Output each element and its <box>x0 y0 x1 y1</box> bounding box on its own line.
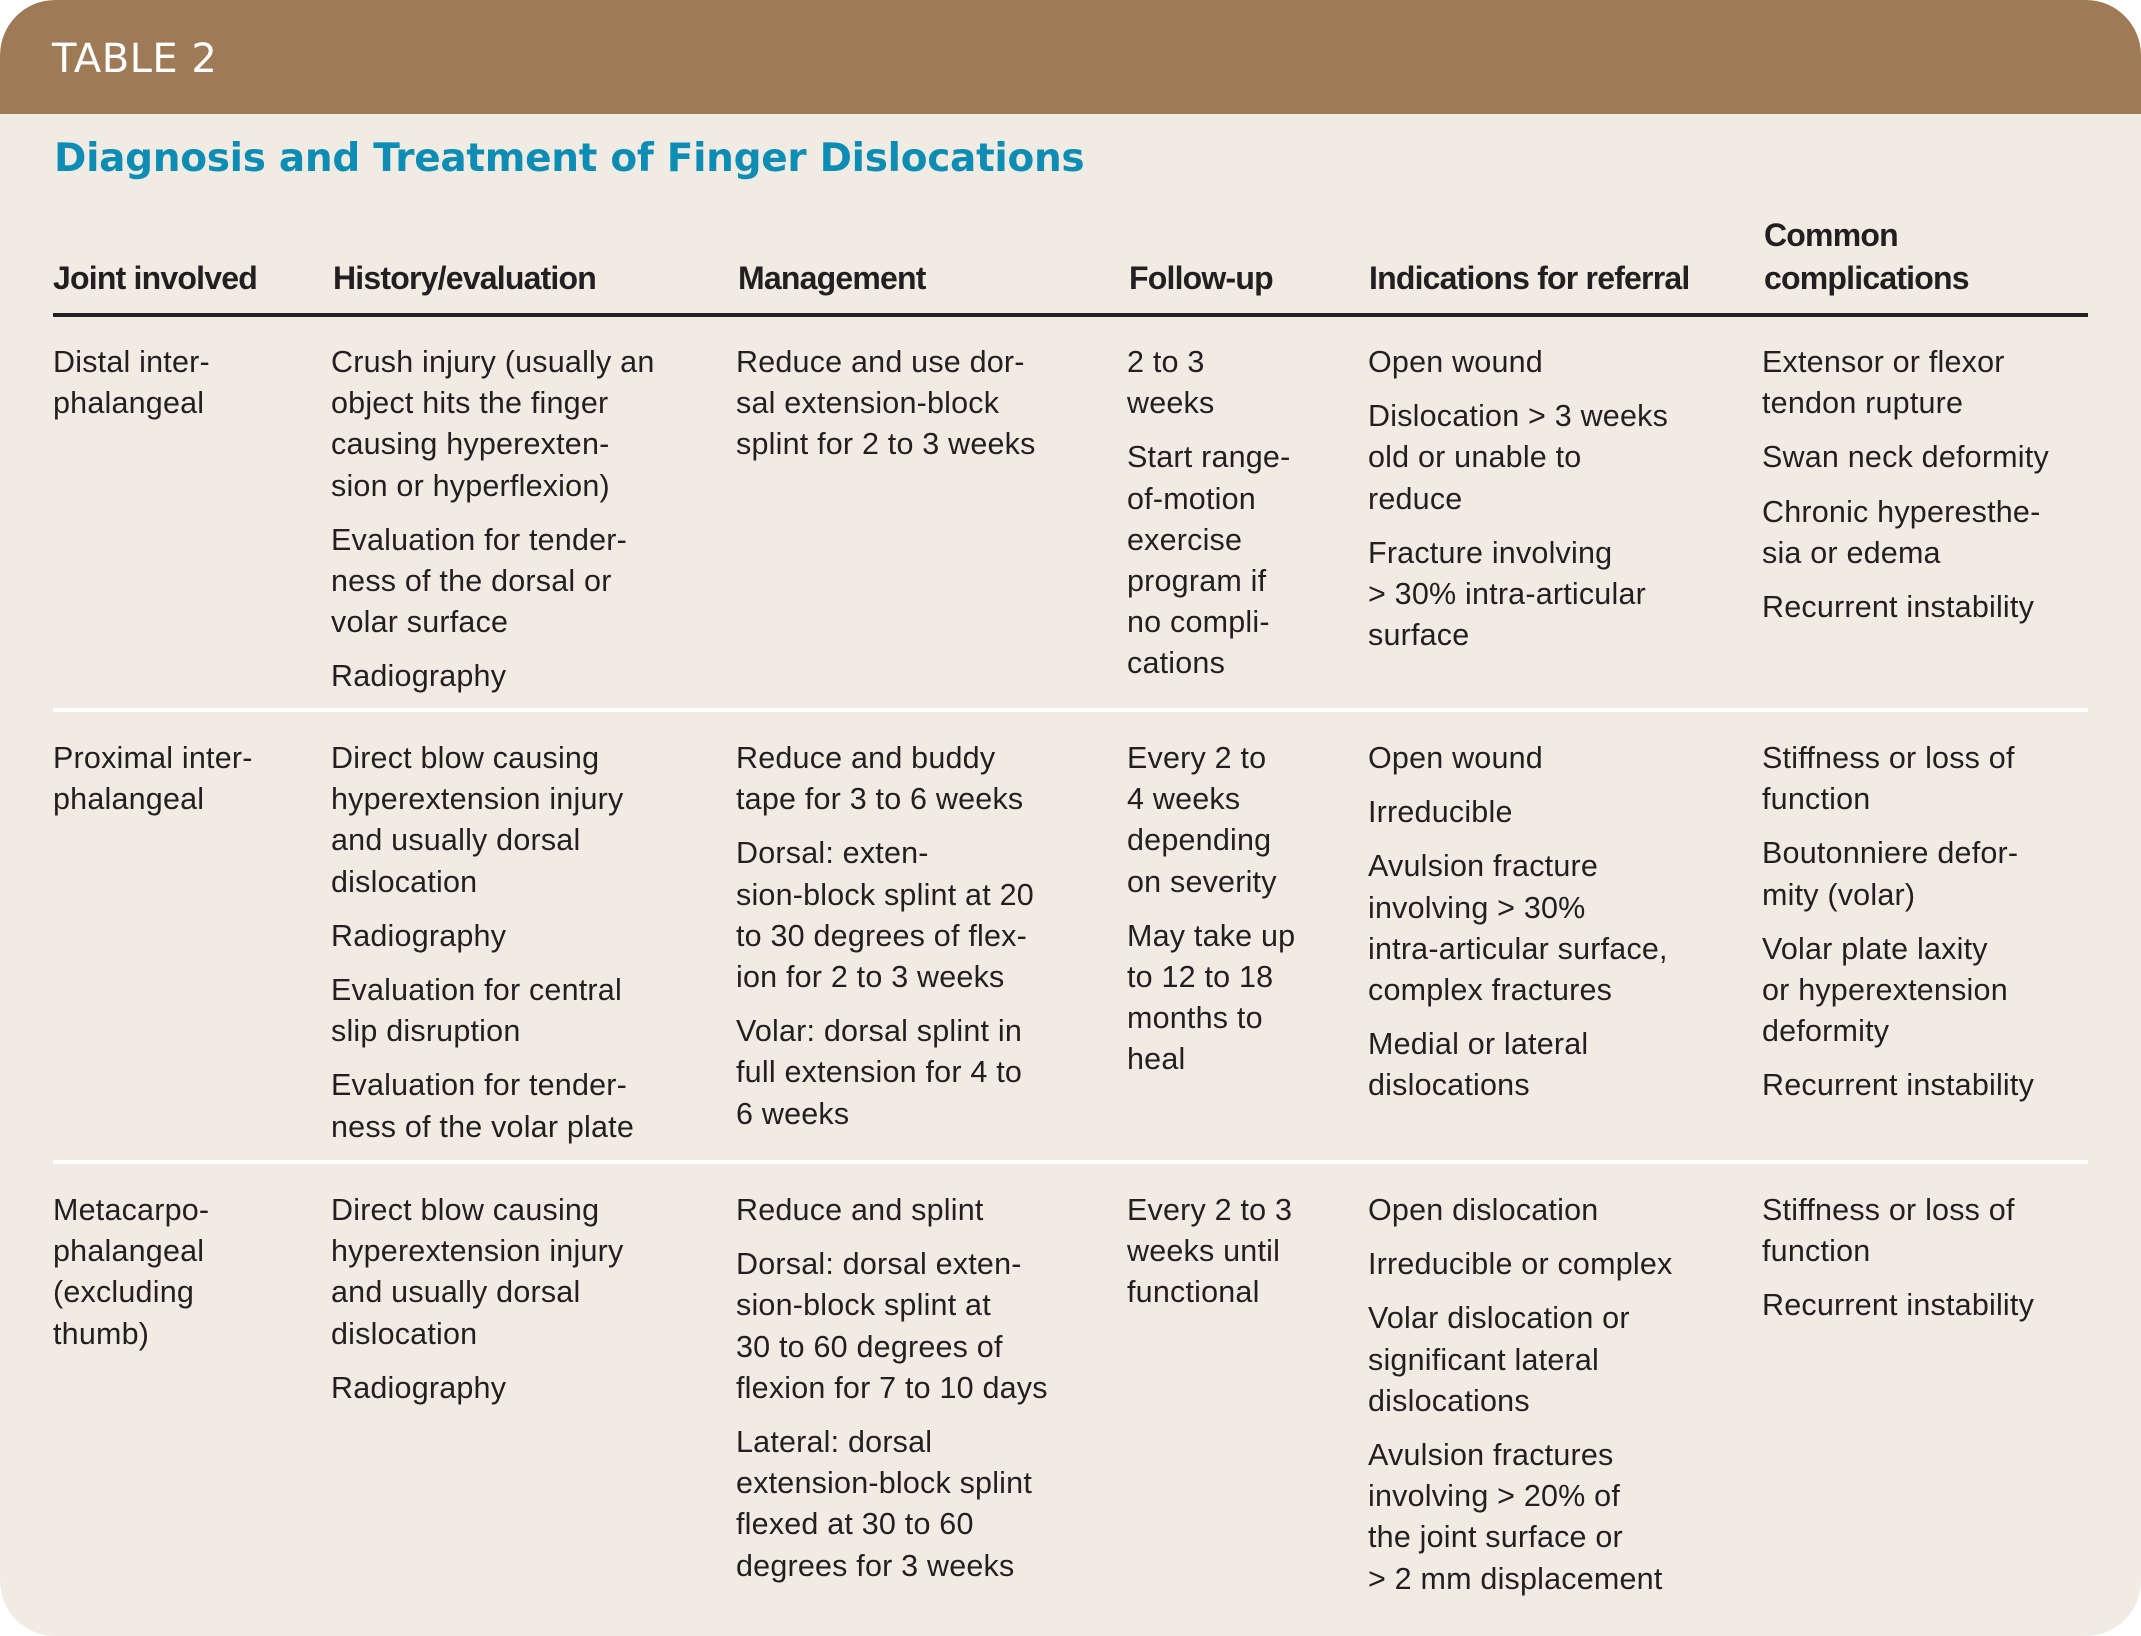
cell-management <box>736 738 1121 1148</box>
cell-item: Distal inter- phalangeal <box>53 345 210 421</box>
cell-item: Direct blow causing hyperextension injury and usually dorsal dislocation <box>331 741 624 899</box>
cell-item: Stiffness or loss of function <box>1762 1193 2015 1269</box>
cell-followup <box>1127 738 1362 1094</box>
cell-item: Open wound <box>1368 741 1543 775</box>
cell-referral <box>1368 1190 1758 1613</box>
cell-item: Crush injury (usually an object hits the finger causing hyperexten- sion or hyperflexion) <box>331 345 655 503</box>
cell-item: Dislocation > 3 weeks old or unable to reduce <box>1368 399 1669 516</box>
cell-item: Volar dislocation or significant lateral dislocations <box>1368 1301 1630 1418</box>
cell-item: Fracture involving > 30% intra-articular surface <box>1368 535 1646 653</box>
cell-item: Evaluation for tender- ness of the volar plate <box>331 1068 635 1144</box>
cell-history <box>331 342 721 711</box>
column-header-management: Management <box>738 260 926 296</box>
cell-item: Irreducible <box>1368 795 1513 830</box>
cell-item: Boutonniere defor- mity (volar) <box>1762 836 2019 912</box>
row-divider <box>53 1160 2088 1164</box>
cell-item: Recurrent instability <box>1762 590 2035 625</box>
cell-complications <box>1762 342 2132 641</box>
cell-item: Radiography <box>331 659 507 694</box>
cell-complications <box>1762 738 2132 1120</box>
cell-history <box>331 1190 721 1422</box>
column-header-history: History/evaluation <box>333 260 597 296</box>
cell-item: Reduce and use dor- sal extension-block splint for 2 to 3 weeks <box>736 345 1036 462</box>
cell-item: Radiography <box>331 1370 507 1405</box>
header-divider <box>53 313 2088 317</box>
cell-item: Volar: dorsal splint in full extension for 4 to 6 weeks <box>736 1014 1023 1131</box>
cell-item: Extensor or flexor tendon rupture <box>1762 345 2005 421</box>
cell-item: Stiffness or loss of function <box>1762 741 2015 817</box>
cell-item: Start range- of-motion exercise program if no compli- cations <box>1127 440 1291 681</box>
column-header-referral: Indications for referral <box>1369 260 1690 296</box>
table-label: TABLE 2 <box>52 36 218 82</box>
cell-item: Reduce and splint <box>736 1193 984 1227</box>
table-header-row <box>0 200 2141 310</box>
cell-followup <box>1127 342 1362 698</box>
cell-history <box>331 738 721 1161</box>
cell-item: Open dislocation <box>1368 1193 1599 1227</box>
row-divider <box>53 708 2088 712</box>
cell-item: Evaluation for tender- ness of the dorsal or volar surface <box>331 522 628 640</box>
cell-item: Direct blow causing hyperextension injury and usually dorsal dislocation <box>331 1193 624 1351</box>
table-title: Diagnosis and Treatment of Finger Dislocations <box>54 136 1085 181</box>
column-header-complications: Common complications <box>1764 217 1969 296</box>
cell-joint <box>53 342 323 437</box>
cell-item: Chronic hyperesthe- sia or edema <box>1762 494 2041 570</box>
cell-item: Radiography <box>331 918 507 953</box>
cell-item: Volar plate laxity or hyperextension deformity <box>1762 931 2008 1049</box>
cell-item: Medial or lateral dislocations <box>1368 1027 1589 1103</box>
cell-item: Proximal inter- phalangeal <box>53 741 253 817</box>
cell-item: Dorsal: exten- sion-block splint at 20 to 30 degrees of flex- ion for 2 to 3 weeks <box>736 836 1034 995</box>
cell-management <box>736 1190 1121 1600</box>
cell-item: Dorsal: dorsal exten- sion-block splint at 30 to 60 degrees of flexion for 7 to 10 days <box>736 1247 1048 1405</box>
cell-complications <box>1762 1190 2132 1340</box>
cell-item: Irreducible or complex <box>1368 1247 1673 1282</box>
column-header-joint: Joint involved <box>53 260 257 296</box>
cell-item: Open wound <box>1368 345 1543 379</box>
cell-item: Metacarpo- phalangeal (excluding thumb) <box>53 1193 210 1351</box>
cell-item: Recurrent instability <box>1762 1288 2035 1323</box>
cell-item: Lateral: dorsal extension-block splint flexed at 30 to 60 degrees for 3 weeks <box>736 1425 1032 1583</box>
cell-joint <box>53 738 323 833</box>
table-header-bar <box>0 0 2141 114</box>
cell-item: May take up to 12 to 18 months to heal <box>1127 918 1296 1077</box>
cell-joint <box>53 1190 323 1368</box>
cell-item: 2 to 3 weeks <box>1127 345 1215 421</box>
cell-item: Evaluation for central slip disruption <box>331 973 622 1049</box>
cell-followup <box>1127 1190 1362 1327</box>
cell-referral <box>1368 738 1758 1120</box>
cell-item: Every 2 to 3 weeks until functional <box>1127 1193 1293 1310</box>
cell-management <box>736 342 1121 479</box>
cell-item: Avulsion fractures involving > 20% of the joint surface or > 2 mm displacement <box>1368 1438 1663 1596</box>
cell-referral <box>1368 342 1758 669</box>
column-header-followup: Follow-up <box>1129 260 1273 296</box>
cell-item: Every 2 to 4 weeks depending on severity <box>1127 741 1277 899</box>
cell-item: Reduce and buddy tape for 3 to 6 weeks <box>736 741 1024 817</box>
cell-item: Avulsion fracture involving > 30% intra-articular surface, complex fractures <box>1368 849 1668 1008</box>
cell-item: Swan neck deformity <box>1762 440 2049 475</box>
cell-item: Recurrent instability <box>1762 1068 2035 1103</box>
